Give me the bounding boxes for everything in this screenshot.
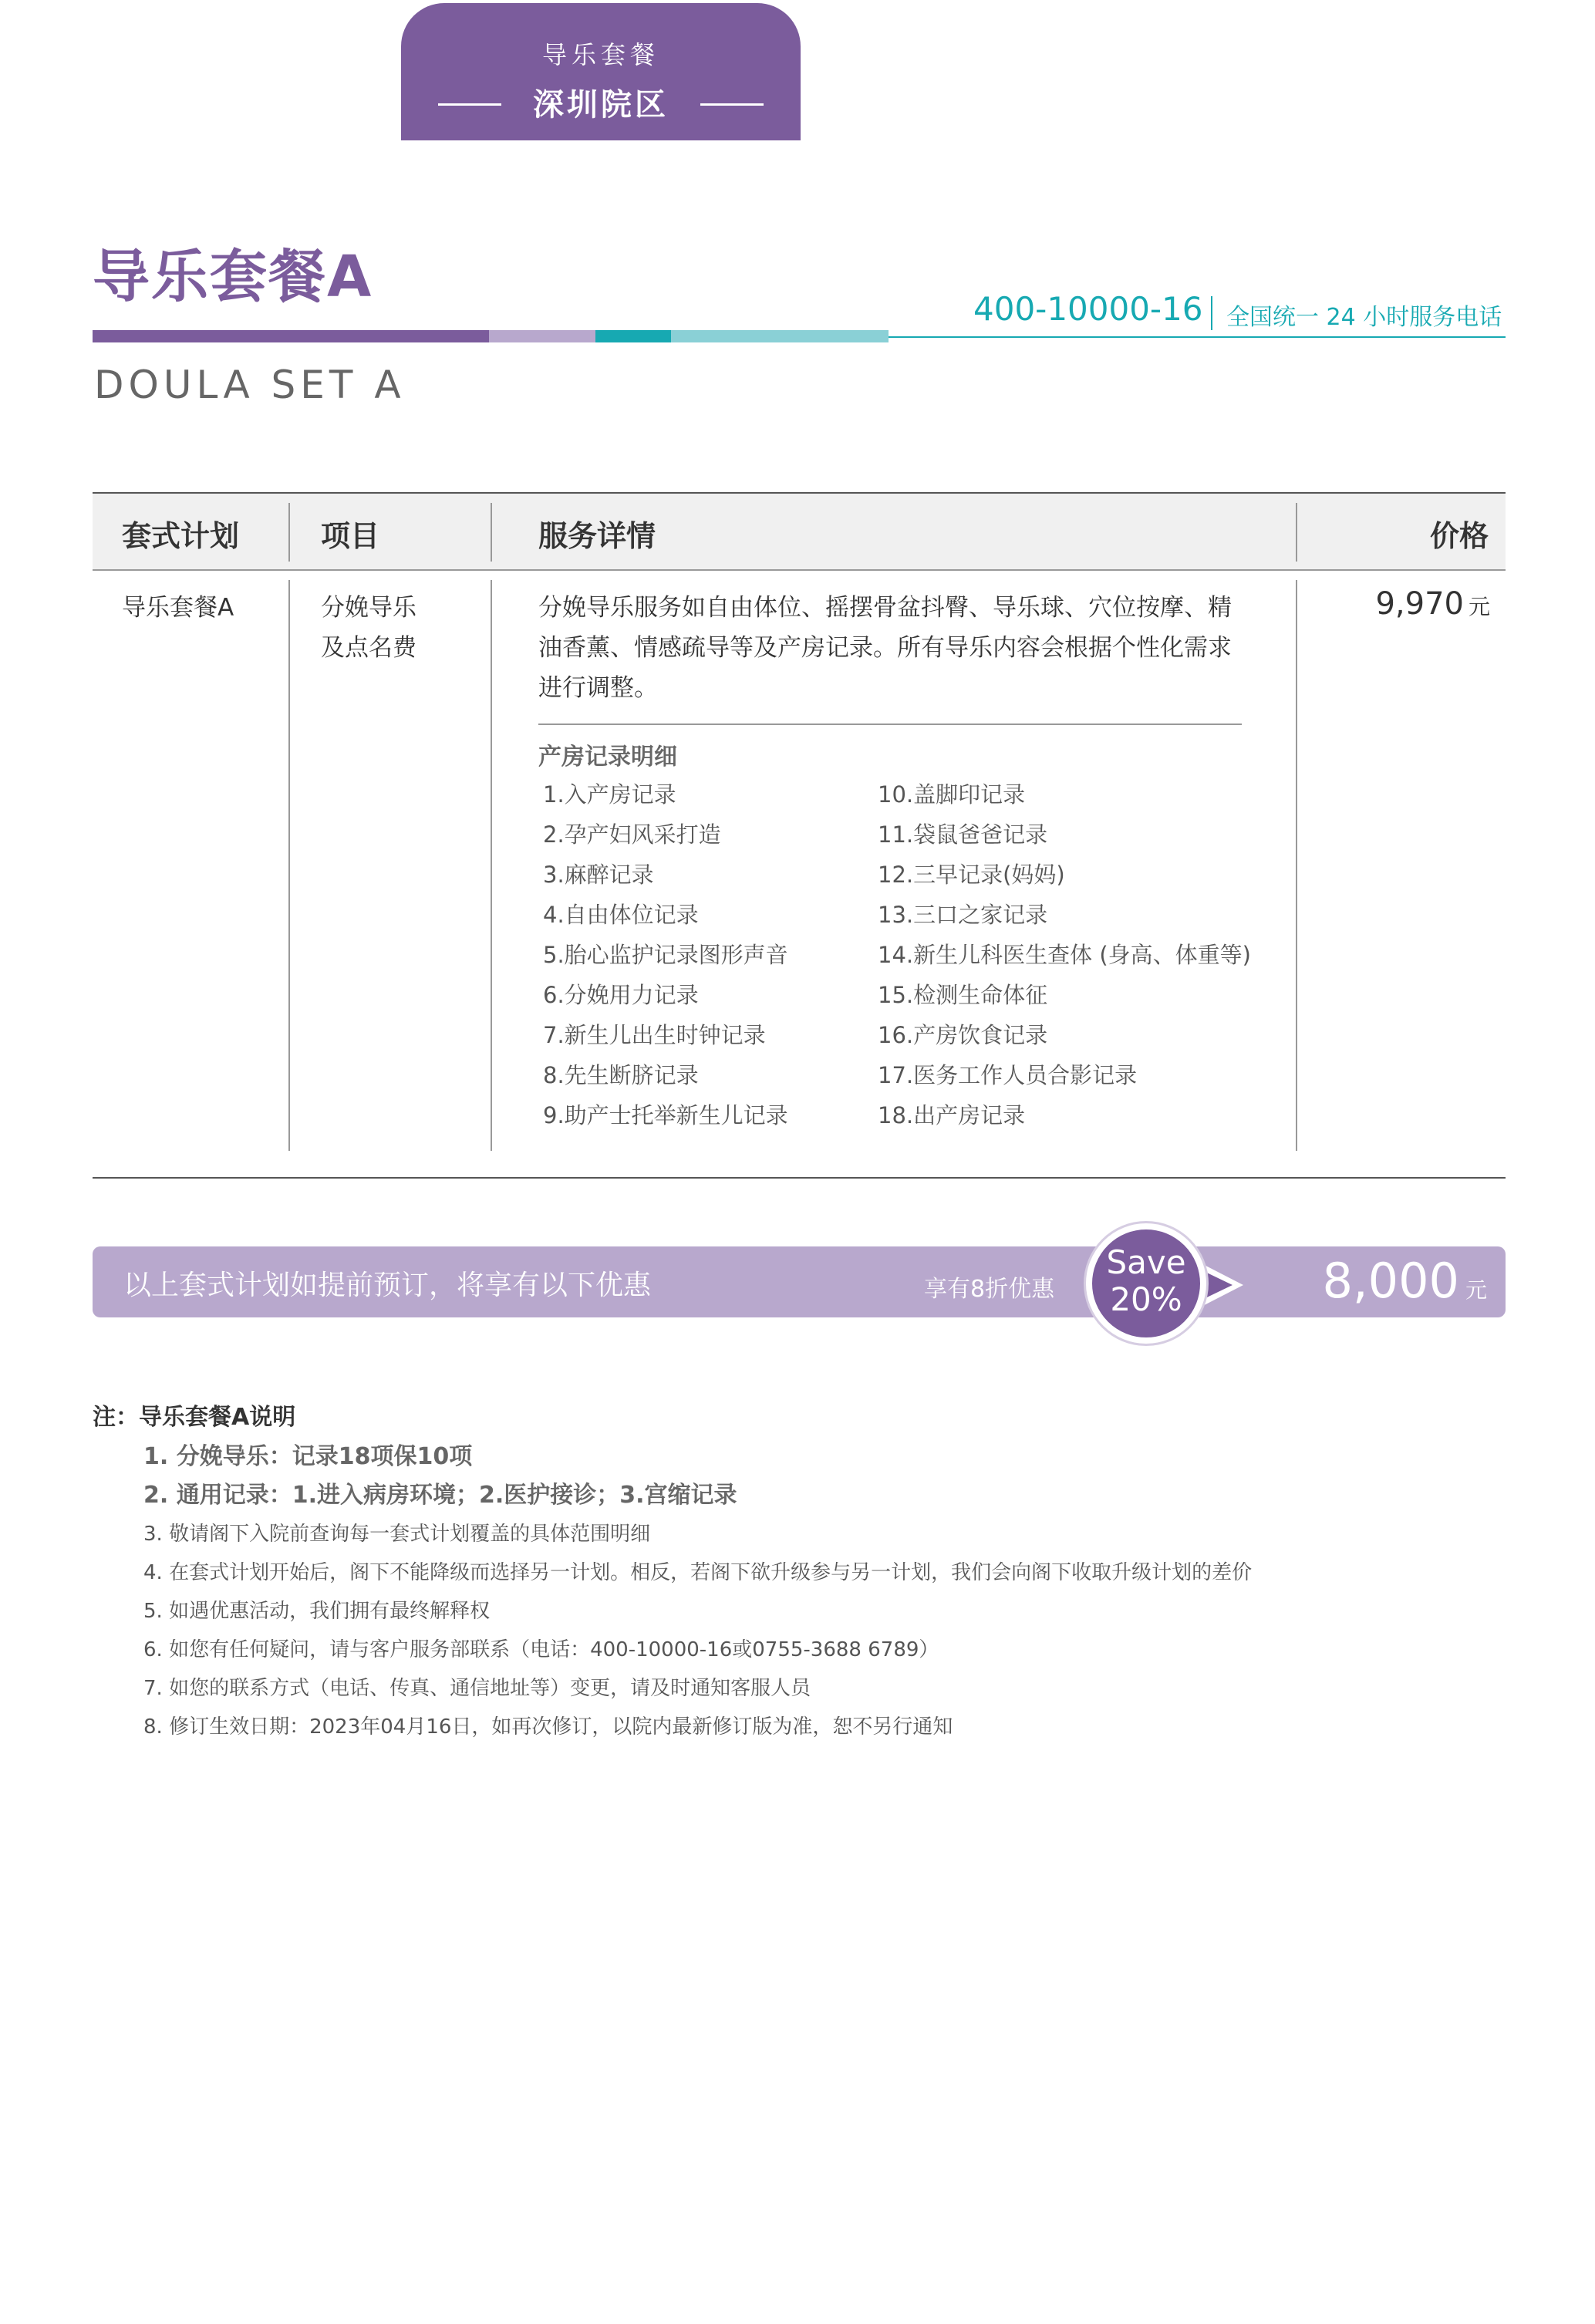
list-item: 8.先生断脐记录 xyxy=(543,1062,699,1088)
discount-unit: 元 xyxy=(1465,1277,1487,1303)
column-divider-1 xyxy=(288,580,290,1151)
header-detail: 服务详情 xyxy=(538,519,656,553)
list-item: 12.三早记录(妈妈) xyxy=(878,862,1065,888)
list-item: 3.麻醉记录 xyxy=(543,862,654,888)
list-item: 6. 如您有任何疑问，请与客户服务部联系（电话：400-10000-16或0755-3688 6789） xyxy=(143,1638,939,1661)
header-divider-3 xyxy=(1296,503,1297,562)
price-unit: 元 xyxy=(1468,594,1490,619)
list-item: 5. 如遇优惠活动，我们拥有最终解释权 xyxy=(143,1600,491,1623)
list-item: 3. 敬请阁下入院前查询每一套式计划覆盖的具体范围明细 xyxy=(143,1523,651,1546)
title-bar-light-teal xyxy=(671,330,889,342)
discount-text: 以上套式计划如提前预订，将享有以下优惠 xyxy=(123,1270,652,1301)
column-divider-3 xyxy=(1296,580,1297,1151)
header-price: 价格 xyxy=(1429,519,1489,553)
badge-circle xyxy=(1086,1223,1206,1344)
save-badge xyxy=(1086,1223,1243,1345)
list-item: 2. 通用记录：1.进入病房环境；2.医护接诊；3.宫缩记录 xyxy=(143,1482,737,1509)
header-divider-2 xyxy=(491,503,492,562)
discount-amount: 8,000 xyxy=(1322,1253,1459,1309)
list-item: 8. 修订生效日期：2023年04月16日，如再次修订，以院内最新修订版为准，恕不另行通知 xyxy=(143,1715,953,1739)
english-subtitle: DOULA SET A xyxy=(94,363,406,407)
list-item: 7. 如您的联系方式（电话、传真、通信地址等）变更，请及时通知客服人员 xyxy=(143,1677,811,1700)
records-list-left xyxy=(543,774,788,1135)
tab-dash-right xyxy=(700,103,764,106)
records-list-right xyxy=(878,774,1251,1135)
plan-name: 导乐套餐A xyxy=(122,594,234,622)
list-item: 10.盖脚印记录 xyxy=(878,781,1026,808)
item-line-2: 及点名费 xyxy=(321,634,416,662)
list-item: 4.自由体位记录 xyxy=(543,902,699,928)
discount-amount-wrap xyxy=(1322,1253,1487,1309)
price-value: 9,970 xyxy=(1375,586,1464,622)
list-item: 16.产房饮食记录 xyxy=(878,1022,1048,1048)
header-plan: 套式计划 xyxy=(122,519,240,553)
tab-title: 深圳院区 xyxy=(533,87,669,123)
list-item: 4. 在套式计划开始后，阁下不能降级而选择另一计划。相反，若阁下欲升级参与另一计划，我们会向阁下收取升级计划的差价 xyxy=(143,1561,1253,1584)
column-divider-2 xyxy=(491,580,492,1151)
list-item: 7.新生儿出生时钟记录 xyxy=(543,1022,766,1048)
header-item: 项目 xyxy=(321,519,380,553)
records-title: 产房记录明细 xyxy=(538,744,677,771)
list-item: 13.三口之家记录 xyxy=(878,902,1048,928)
list-item: 6.分娩用力记录 xyxy=(543,982,699,1008)
detail-divider xyxy=(538,724,1242,725)
title-bar-light-purple xyxy=(489,330,595,342)
list-item: 15.检测生命体征 xyxy=(878,982,1048,1008)
badge-line-1: Save xyxy=(1106,1243,1186,1281)
badge-line-2: 20% xyxy=(1110,1280,1182,1318)
service-detail: 分娩导乐服务如自由体位、摇摆骨盆抖臀、导乐球、穴位按摩、精油香薰、情感疏导等及产房记录。所有导乐内容会根据个性化需求进行调整。 xyxy=(538,594,1232,702)
list-item: 17.医务工作人员合影记录 xyxy=(878,1062,1138,1088)
list-item: 18.出产房记录 xyxy=(878,1102,1026,1128)
list-item: 2.孕产妇风采打造 xyxy=(543,821,721,848)
table-bottom-rule xyxy=(93,1177,1506,1179)
phone-note: 全国统一 24 小时服务电话 xyxy=(1226,304,1502,331)
list-item: 1. 分娩导乐：记录18项保10项 xyxy=(143,1443,473,1470)
notes-list xyxy=(143,1438,1252,1746)
campus-tab xyxy=(401,3,801,140)
list-item: 14.新生儿科医生查体 (身高、体重等) xyxy=(878,942,1251,968)
list-item: 11.袋鼠爸爸记录 xyxy=(878,821,1048,848)
tab-subtitle: 导乐套餐 xyxy=(541,40,659,69)
page-title: 导乐套餐A xyxy=(93,244,373,310)
item-line-1: 分娩导乐 xyxy=(321,594,416,622)
table-header-row xyxy=(93,494,1506,571)
header-divider-1 xyxy=(288,503,290,562)
price-cell xyxy=(1375,586,1490,622)
title-bar-purple xyxy=(93,330,489,342)
list-item: 5.胎心监护记录图形声音 xyxy=(543,942,788,968)
service-phone: 400-10000-16 xyxy=(973,290,1203,328)
title-bar-teal xyxy=(595,330,671,342)
list-item: 1.入产房记录 xyxy=(543,781,676,808)
discount-bar xyxy=(93,1246,1506,1317)
list-item: 9.助产士托举新生儿记录 xyxy=(543,1102,788,1128)
phone-divider xyxy=(1211,296,1212,330)
notes-title: 注：导乐套餐A说明 xyxy=(93,1404,296,1431)
title-rule xyxy=(889,336,1506,338)
discount-enjoy: 享有8折优惠 xyxy=(924,1276,1055,1303)
